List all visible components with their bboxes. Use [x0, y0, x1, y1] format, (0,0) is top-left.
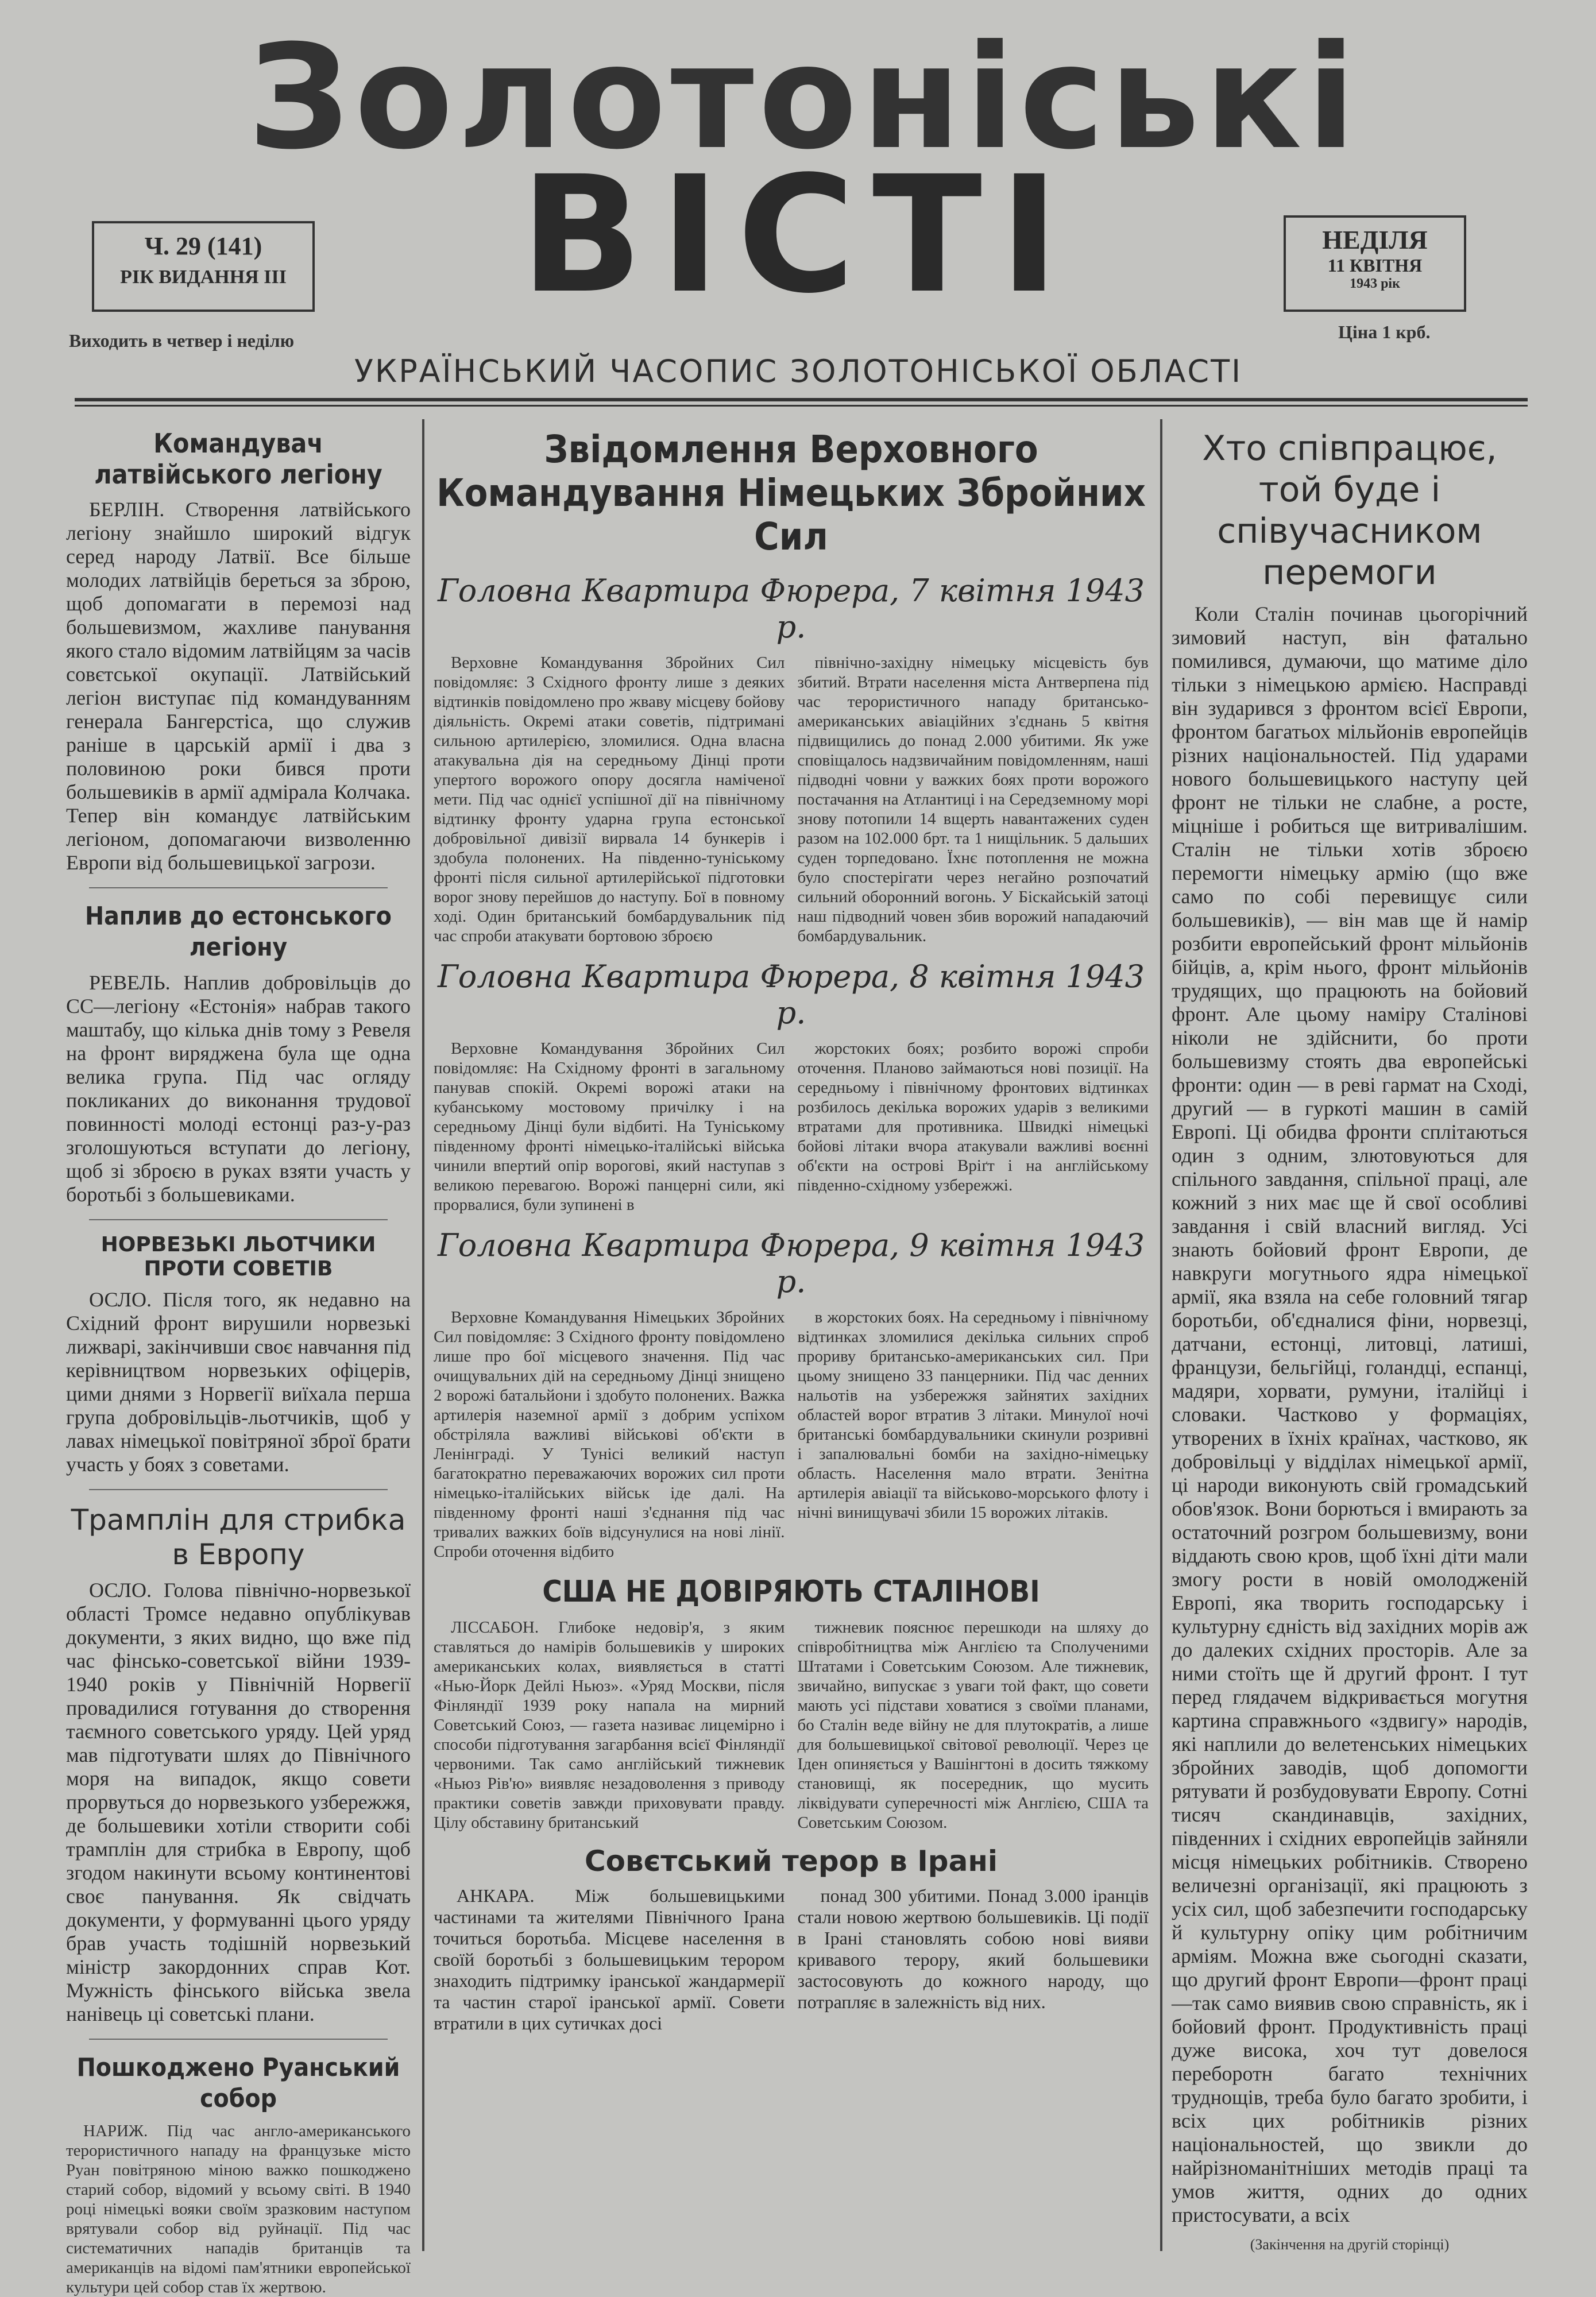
report-text: Верховне Командування Збройних Сил повідомляє: З Східного фронту лише з деяких відтинків повідомлено про жваву місцеву бойову діяльність. Окремі атаки советів, підтримані сильною артилерією, зломилися. Одна власна атакувальна дія на середньому Дінці проти упертого ворожого опору досягла наміченої мети. Під час однієї успішної дії на північному відтинку фронту ударна група естонської добровільної дивізії вирвала 14 бункерів і здобула полонених. На південно-туніському фронті після сильної артилерійської підготовки ворог знову перейшов до наступу. Бої в повному ході. Один британський бомбардувальник під час спроби атакувати бортовою зброєю: [434, 653, 785, 945]
date-box: [1284, 215, 1466, 312]
report-text: в жорстоких боях. На середньому і північному відтинках зломилися декілька сильних спроб прориву британсько-американських сил. При цьому знищено 33 панцерники. Під час денних нальотів на узбережжя зайнятих західних областей ворог втратив 3 літаки. Минулої ночі британські бомбардувальники скинули розривні і запалювальні бомби на західно-німецьку область. Населення мало втрати. Зенітна артилерія авіації та військово-морського флоту і нічні винищувачі збили 15 ворожих літаків.: [797, 1308, 1149, 1522]
article-headline: Наплив до естонського легіону: [85, 902, 392, 962]
tagline: УКРАЇНСЬКИЙ ЧАСОПИС ЗОЛОТОНІСЬКОЇ ОБЛАСТІ: [354, 353, 1242, 389]
report-text: Верховне Командування Німецьких Збройних Сил повідомляє: З Східного фронту повідомлено лише про бої місцевого значення. Під час очищувальних дій на середньому Дінці знищено 2 ворожі батальйони і здобуто полонених. Важка артилерія наземної армії з добрим успіхом обстріляла важливі військові об'єкти в Ленінграді. У Тунісі великий наступ багатократно переважаючих ворожих сил проти німецько-італійських військ іде далі. На південному фронті наші з'єднання під час тривалих важких боїв відсунулися на нові лінії. Спроби оточення відбито: [434, 1308, 785, 1561]
issue-day: НЕДІЛЯ: [1322, 225, 1428, 254]
article-block: [434, 1885, 1149, 2034]
report-block: [434, 1308, 1149, 1561]
left-column: [66, 428, 411, 2297]
column-divider-right: [1160, 419, 1162, 2251]
article-text: ЛІССАБОН. Глибоке недовір'я, з яким ставляться до намірів большевиків у широких американських колах, виявляється в статті «Нью-Йорк Дейлі Ньюз». «Уряд Москви, після Фінляндії 1939 року напала на мирний Советський Союз, — газета називає лицемірно і способи підготування загарбання всієї Фінляндії червоними. Так само англійський тижневик «Ньюз Рів'ю» виявляє незадоволення з приводу практики советів завжди приховувати правду. Цілу обставину британський: [434, 1618, 785, 1832]
continued-note: (Закінчення на другій сторінці): [1250, 2236, 1450, 2253]
price: Ціна 1 крб.: [1338, 322, 1431, 342]
issue-number: Ч. 29 (141): [144, 232, 262, 260]
newspaper-title-bottom: ВІСТІ: [520, 142, 1077, 329]
article-headline: Пошкоджено Руанський собор: [76, 2053, 400, 2113]
dateline: Головна Квартира Фюрера, 9 квітня 1943 р.: [438, 1227, 1145, 1300]
article-headline: Командувач латвійського легіону: [94, 428, 382, 490]
article-text: РЕВЕЛЬ. Наплив добровільців до СС—легіону «Естонія» набрав такого маштабу, що кілька днів тому з Ревеля на фронт виряджена була ще одна велика група. Під час огляду покликаних до виконання трудової повинності молоді естонці раз-у-раз зголошуються вступати до легіону, щоб зі зброєю в руках взяти участь у боротьбі з большевиками.: [66, 971, 411, 1206]
divider: [89, 887, 388, 888]
divider: [89, 2039, 388, 2040]
issue-year: РІК ВИДАННЯ III: [120, 266, 287, 288]
divider: [89, 1489, 388, 1490]
article-text: АНКАРА. Між большевицькими частинами та жителями Північного Ірана точиться боротьба. Місцеве населення в своїй боротьбі з большевицьким терором знаходить підтримку іранської жандармерії та частин старої іранської армії. Совети втратили в цих сутичках досі: [434, 1885, 785, 2033]
article-text: понад 300 убитими. Понад 3.000 іранців стали новою жертвою большевиків. Ці події в Ірані становлять собою нові вияви кривавого терору, який большевики застосовують до кожного народу, що потрапляє в залежність від них.: [797, 1885, 1149, 2012]
article-text: тижневик пояснює перешкоди на шляху до співробітництва між Англією та Сполученими Штатами і Советським Союзом. Але тижневик, звичайно, випускає з уваги той факт, що совети мають усі підстави ховатися з своїми планами, бо Сталін веде війну не для плутократів, а лише для большевицької світової революції. Через це Іден опиняється у Вашінгтоні в досить тяжкому становищі, як посередник, що мусить ліквідувати суперечності між Англією, США та Советським Союзом.: [797, 1618, 1149, 1832]
column-divider-left: [422, 419, 424, 2251]
publication-schedule: Виходить в четвер і неділю: [69, 330, 295, 351]
report-text: північно-західну німецьку місцевість був збитий. Втрати населення міста Антверпена під час терористичного нападу британсько-американських авіаційних з'єднань 5 квітня підвищились до понад 2.000 убитими. Як уже сповіщалось надзвичайним повідомленням, наші підводні човни у важких боях проти ворожого постачання на Атлантиці і на Середземному морі знову потопили 14 вщерть навантажених суден разом на 102.000 брт. та 1 нищільник. 5 дальших суден торпедовано. Їхнє потоплення не можна було спостерігати через негайно розпочатий сильний оборонний вогонь. У Біскайській затоці наш підводний човен збив ворожий нападаючий бомбардувальник.: [797, 653, 1149, 945]
report-block: [434, 1039, 1149, 1215]
issue-date: 11 КВІТНЯ: [1327, 255, 1423, 276]
newspaper-title-top: Золотоніські: [248, 14, 1361, 181]
editorial-text: Коли Сталін починав цьогорічний зимовий наступ, він фатально помилився, думаючи, що матиме діло тільки з німецькою армією. Насправді він зударився з фронтом всієї Европи, фронтом багатьох мільйонів европейців різних національностей. Під ударами нового большевицького наступу цей фронт не тільки не слабне, а росте, міцніше і робиться ще витривалішим. Сталін не тільки хотів зброєю перемогти німецьку армію (що вже само по собі перевищує сили большевиків), — він мав ще й намір розбити европейський фронт мільйонів бійців, а, крім нього, фронт мільйонів трудящих, що працюють на бойовий фронт. Але цьому наміру Сталінові ніколи не здійснити, бо проти большевизму стоять два европейські фронти: один — в реві гармат на Сході, другий — в гуркоті машин в самій Европі. Ці обидва фронти сплітаються один з одним, злютовуються для спільного завдання, спільної праці, але кожний з них має ще й свої особливі завдання і свій власний вигляд. Усі знають бойовий фронт Европи, де навкруги могутнього ядра німецької армії, яка взяла на себе головний тягар боротьби, об'єдналися фіни, норвезці, датчани, естонці, литовці, латиші, французи, бельгійці, голандці, еспанці, мадяри, хорвати, румуни, італійці і словаки. Частково у формаціях, утворених в їхніх країнах, частково, як добровільці у відділах німецької армії, ці народи виконують свій громадський обов'язок. Вони борються і вмирають за остаточний розгром большевизму, вони віддають свою кров, щоб їхні діти мали змогу рости в новій омолодженій Европі, яка творить господарську і культурну єдність від західних морів аж до далеких східних просторів. Але за ними стоїть ще й другий фронт. І тут перед глядачем відкривається могутня картина справжнього «здвигу» народів, які наплили до велетенських німецьких збройних заводів, щоб допомогти рятувати й розбудовувати Европу. Сотні тисяч скандинавців, західних, південних і східних европейців зайняли місця німецьких робітників. Створено величезні організації, які працюють з усіх сил, щоб забезпечити господарську й культурну опіку цим робітничим арміям. Можна вже сьогодні сказати, що другий фронт Европи—фронт праці—так само виявив свою справність, як і бойовий фронт. Продуктивність праці дуже висока, хоч тут довелося переборотн багато технічних труднощів, треба було багато зробити, і всіх цих робітників різних національностей, що звикли до найрізноманітніших методів праці та умов життя, одних до одних пристосувати, а всіх: [1172, 602, 1528, 2226]
report-text: Верховне Командування Збройних Сил повідомляє: На Східному фронті в загальному панував спокій. Окремі ворожі атаки на кубанському мостовому причілку і на середньому Дінці були відбиті. На Туніському південному фронті німецько-італійські війська чинили впертий опір ворогові, який наступав з великою перевагою. Ворожі панцерні сили, які прорвалися, були зупинені в: [434, 1039, 785, 1214]
article-text: ОСЛО. Після того, як недавно на Східний фронт вирушили норвезькі лижварі, закінчивши своє навчання під керівництвом норвезьких офіцерів, цими днями з Норвегії виїхала перша група добровільців-льотчиків, щоб у лавах німецької повітряної зброї брати участь у боях з советами.: [66, 1288, 411, 1476]
issue-box: [92, 221, 315, 312]
article-text: БЕРЛІН. Створення латвійського легіону знайшло широкий відгук серед народу Латвії. Все більше молодих латвійців береться за зброю, щоб допомагати в перемозі над большевизмом, жахливе панування якого стало відомим латвійцям за часів совєтської окупації. Латвійський легіон виступає під командуванням генерала Бангерстіса, що служив раніше в царській армії і два з половиною роки бився проти большевиків в армії адмірала Колчака. Тепер він командує латвійським легіоном, допомагаючи визволенню Европи від большевицької загрози.: [66, 498, 411, 874]
dateline: Головна Квартира Фюрера, 7 квітня 1943 р.: [438, 573, 1145, 645]
dateline: Головна Квартира Фюрера, 8 квітня 1943 р.: [438, 958, 1145, 1031]
report-text: жорстоких боях; розбито ворожі спроби оточення. Планово займаються нові позиції. На середньому і північному фронтових відтинках розбилось декілька ворожих ударів з великими втратами для противника. Швидкі німецькі бойові літаки вчора атакували важливі воєнні об'єкти на острові Вріґт і на англійському південно-східному узбережжі.: [797, 1039, 1149, 1194]
article-headline: Совєтський терор в Ірані: [584, 1844, 998, 1878]
issue-year-date: 1943 рік: [1350, 276, 1400, 291]
main-headline: Звідомлення Верховного Командування Німецьких Збройних Сил: [436, 427, 1146, 559]
masthead-rule: [75, 398, 1528, 401]
article-headline: НОРВЕЗЬКІ ЛЬОТЧИКИ ПРОТИ СОВЕТІВ: [101, 1233, 376, 1281]
masthead-rule-thin: [75, 405, 1528, 407]
divider: [89, 1219, 388, 1220]
article-text: НАРИЖ. Під час англо-американського терористичного нападу на французьке місто Руан повітряною міною важко пошкоджено старий собор, відомий у всьому світі. В 1940 році німецькі вояки своїм зразковим наступом врятували собор від руйнації. Під час систематичних нападів британців та американців на відомі пам'ятники европейської культури цей собор став їх жертвою.: [66, 2122, 411, 2296]
article-headline: США НЕ ДОВІРЯЮТЬ СТАЛІНОВІ: [542, 1575, 1040, 1609]
article-text: ОСЛО. Голова північно-норвезької області Тромсе недавно опублікував документи, з яких видно, що вже під час фінсько-советської війни 1939-1940 років у Північній Норвегії провадилися готування до створення таємного советського уряду. Цей уряд мав підготувати шлях до Північного моря на випадок, якщо совети прорвуться до норвезького узбережжя, де большевики хотіли створити собі трамплін для стрибка в Европу, щоб згодом накинути всьому континентові своє панування. Як свідчать документи, у формуванні цього уряду брав участь тодішній норвезький міністр закордонних справ Кот. Мужність фінського війська звела нанівець ці советські плани.: [66, 1579, 411, 2025]
right-column: [1172, 428, 1528, 2256]
center-column: [434, 428, 1149, 2034]
article-headline: Трамплін для стрибка в Европу: [71, 1503, 406, 1571]
article-block: [434, 1618, 1149, 1832]
editorial-headline: Хто співпрацює, той буде і співучасником перемоги: [1202, 428, 1497, 593]
report-block: [434, 653, 1149, 946]
